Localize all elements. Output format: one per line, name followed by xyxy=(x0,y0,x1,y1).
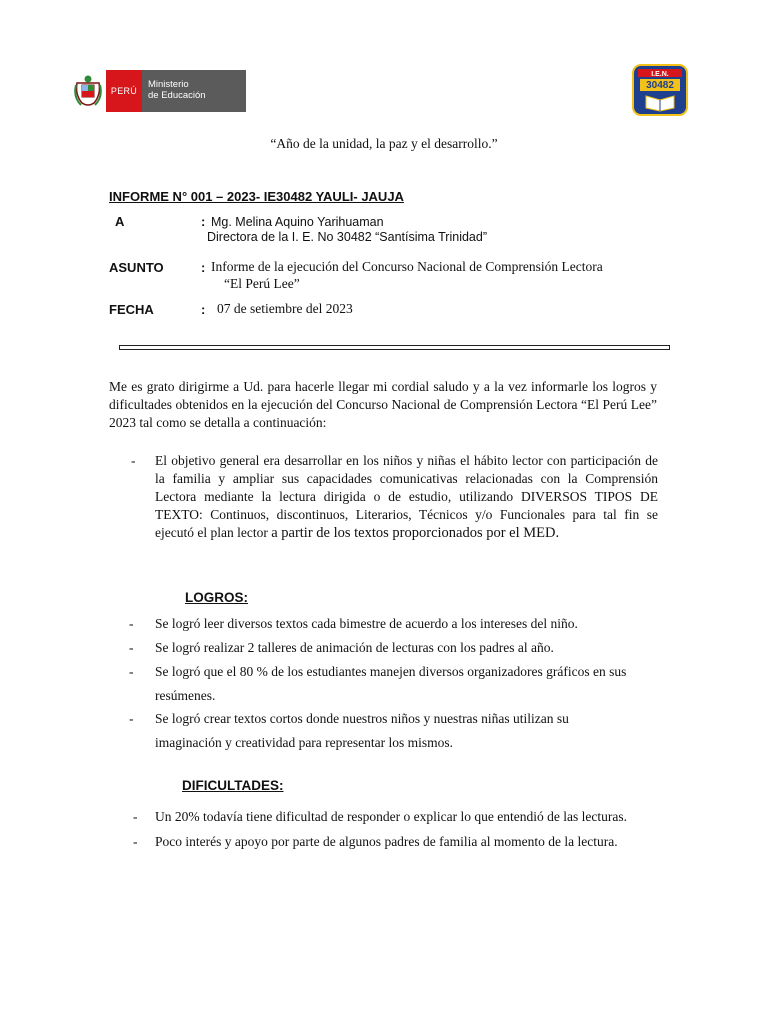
to-recipient-position: Directora de la I. E. No 30482 “Santísima Trinidad” xyxy=(207,230,487,244)
to-colon: : xyxy=(201,214,206,229)
school-logo-number: 30482 xyxy=(646,80,674,91)
achievement-dash: - xyxy=(129,664,134,679)
difficulty-dash: - xyxy=(133,834,138,849)
objective-paragraph xyxy=(155,452,658,542)
achievements-heading: LOGROS: xyxy=(185,590,248,605)
objective-text-tail: a partir de los textos proporcionados por el MED. xyxy=(271,525,560,541)
objective-text-main: El objetivo general era desarrollar en los niños y niñas el hábito lector con participación de la familia y ampliar sus capacidades comunicativas relacionadas con la Comprensión Lectora mediante la lectura dirigida o de estudio, utilizando DIVERSOS TIPOS DE TEXTO: Continuos, discontinuos, Literarios, Técnicos y/o Funcionales para tal fin se ejecutó el plan lector xyxy=(155,453,658,540)
achievement-dash: - xyxy=(129,711,134,726)
peru-label: PERÚ xyxy=(106,70,142,112)
to-recipient-name: Mg. Melina Aquino Yarihuaman xyxy=(211,215,384,229)
coat-of-arms-icon xyxy=(70,70,106,112)
date-value: 07 de setiembre del 2023 xyxy=(217,301,353,316)
achievement-item: Se logró realizar 2 talleres de animación de lecturas con los padres al año. xyxy=(155,640,554,655)
difficulty-item: Poco interés y apoyo por parte de algunos padres de familia al momento de la lectura. xyxy=(155,834,618,849)
ministry-line-2: de Educación xyxy=(148,90,206,101)
achievement-dash: - xyxy=(129,616,134,631)
school-logo-letters: I.E.N. xyxy=(651,71,669,78)
ministry-label xyxy=(142,70,246,112)
subject-line-2: “El Perú Lee” xyxy=(224,276,300,291)
achievement-item: Se logró crear textos cortos donde nuestros niños y nuestras niñas utilizan su imaginación y creatividad para representar los mismos. xyxy=(155,711,569,750)
report-title: INFORME N° 001 – 2023- IE30482 YAULI- JAUJA xyxy=(109,189,404,204)
objective-bullet-dash: - xyxy=(131,453,136,468)
subject-line-1: Informe de la ejecución del Concurso Nacional de Comprensión Lectora xyxy=(211,259,603,274)
date-colon: : xyxy=(201,302,206,317)
year-motto: “Año de la unidad, la paz y el desarrollo.” xyxy=(270,136,498,151)
date-label: FECHA xyxy=(109,302,154,317)
achievement-dash: - xyxy=(129,640,134,655)
subject-colon: : xyxy=(201,260,206,275)
difficulties-heading: DIFICULTADES: xyxy=(182,778,284,793)
subject-label: ASUNTO xyxy=(109,260,164,275)
school-logo xyxy=(632,64,688,116)
ministry-line-1: Ministerio xyxy=(148,79,189,90)
header-separator xyxy=(119,345,670,350)
achievement-item: Se logró que el 80 % de los estudiantes manejen diversos organizadores gráficos en sus resúmenes. xyxy=(155,664,627,703)
intro-paragraph: Me es grato dirigirme a Ud. para hacerle llegar mi cordial saludo y a la vez informarle los logros y dificultades obtenidos en la ejecución del Concurso Nacional de Comprensión Lectora “El Perú Lee” 2023 tal como se detalla a continuación: xyxy=(109,379,657,430)
difficulty-dash: - xyxy=(133,809,138,824)
ministry-logo xyxy=(70,70,246,112)
difficulty-item: Un 20% todavía tiene dificultad de responder o explicar lo que entendió de las lecturas. xyxy=(155,809,627,824)
achievement-item: Se logró leer diversos textos cada bimestre de acuerdo a los intereses del niño. xyxy=(155,616,578,631)
to-label: A xyxy=(115,214,125,229)
